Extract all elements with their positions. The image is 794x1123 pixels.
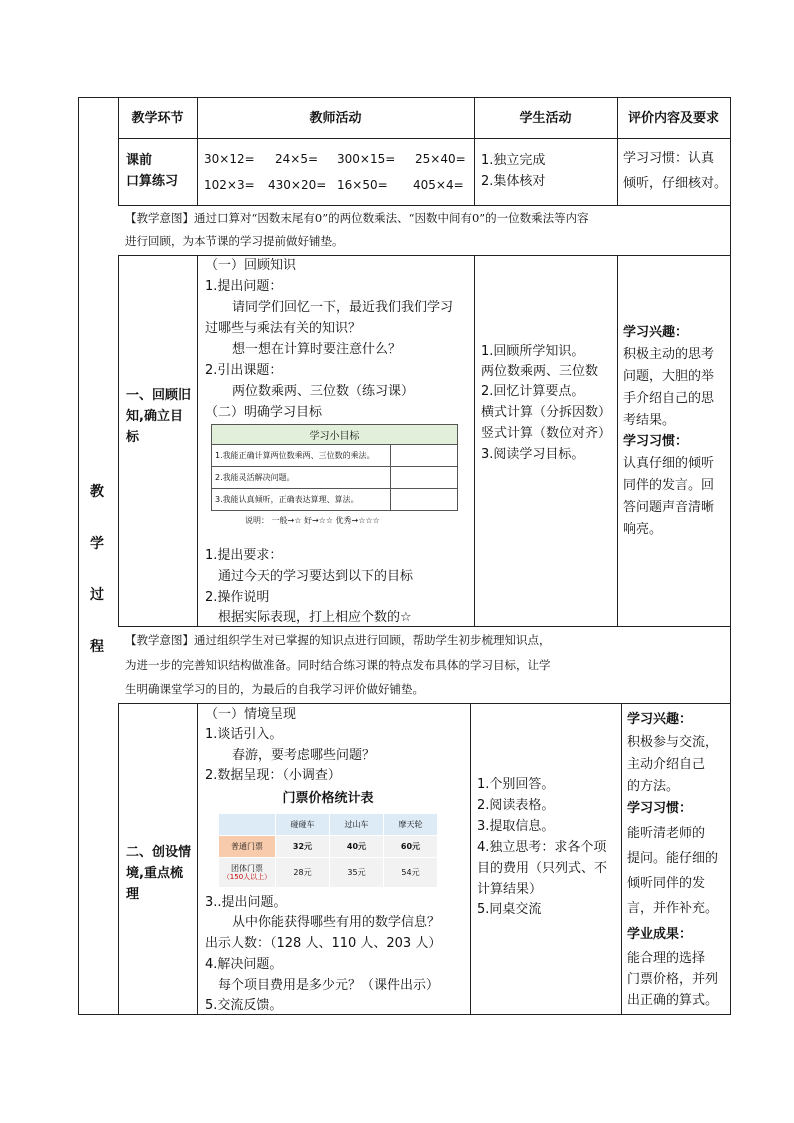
step-title: 4.解决问题。 (205, 957, 283, 972)
people-count: 出示人数：（128 人、110 人、203 人） (205, 936, 442, 951)
student-step: 2.回忆计算要点。 (481, 384, 585, 399)
price-row-label-main: 团体门票 (231, 863, 263, 873)
teaching-intent-2-line2: 为进一步的完善知识结构做准备。同时结合练习课的特点发布具体的学习目标，让学 (125, 658, 551, 672)
row3-stage-line1: 二、创设情 (126, 845, 192, 860)
step-text: 过哪些与乘法有关的知识？ (205, 321, 362, 336)
eval-text: 积极参与交流， (627, 735, 719, 750)
calc-item: 405×4= (413, 178, 464, 192)
student-step: 横式计算（分拆因数） (481, 405, 612, 420)
goals-title: 学习小目标 (212, 425, 458, 445)
row3-stage-line2: 境,重点梳 (126, 866, 183, 881)
eval-text: 同伴的发言。回 (623, 478, 715, 493)
lesson-topic: 两位数乘两、三位数（练习课） (232, 384, 415, 399)
calc-item: 430×20= (268, 178, 327, 192)
price-cell: 40元 (330, 836, 384, 858)
goal-item: 1.我能正确计算两位数乘两、三位数的乘法。 (212, 445, 391, 467)
eval-text: 门票价格，并列 (627, 972, 719, 987)
calc-item: 300×15= (337, 152, 396, 166)
student-step: 3.阅读学习目标。 (481, 447, 585, 462)
eval-heading: 学习习惯： (623, 434, 689, 449)
row1-student-1: 1.独立完成 (481, 153, 546, 168)
price-table-title: 门票价格统计表 (282, 791, 374, 806)
step-title: 5.交流反馈。 (205, 998, 283, 1013)
side-label-char-4: 程 (90, 639, 104, 655)
eval-text: 响亮。 (623, 522, 663, 537)
row1-eval-2: 倾听，仔细核对。 (623, 176, 728, 191)
price-col-header: 过山车 (330, 814, 384, 836)
student-step: 计算结果） (477, 882, 543, 897)
student-step: 5.同桌交流 (477, 902, 542, 917)
price-cell: 60元 (384, 836, 438, 858)
row1-student-2: 2.集体核对 (481, 174, 546, 189)
header-teacher: 教师活动 (309, 111, 362, 126)
teaching-intent-1-line2: 进行回顾，为本节课的学习提前做好铺垫。 (125, 234, 344, 248)
step-title: 1.提出要求： (205, 548, 283, 563)
row3-stage-line3: 理 (126, 887, 140, 902)
row1-stage-line1: 课前 (126, 153, 153, 168)
eval-text: 积极主动的思考 (623, 347, 715, 362)
eval-heading: 学业成果： (627, 927, 693, 942)
step-text: 从中你能获得哪些有用的数学信息？ (232, 915, 441, 930)
student-step: 竖式计算（数位对齐） (481, 426, 612, 441)
eval-text: 手介绍自己的思 (623, 391, 715, 406)
header-eval: 评价内容及要求 (627, 111, 719, 126)
step-text: 请同学们回忆一下，最近我们我们学习 (232, 300, 454, 315)
eval-text: 提问。能仔细的 (627, 851, 719, 866)
eval-text: 认真仔细的倾听 (623, 456, 715, 471)
student-step: 3.提取信息。 (477, 819, 555, 834)
eval-text: 问题，大胆的举 (623, 369, 715, 384)
student-step: 目的费用（只列式、不 (477, 861, 608, 876)
side-label-char-2: 学 (90, 536, 104, 552)
student-step: 1.个别回答。 (477, 777, 555, 792)
student-step: 1.回顾所学知识。 (481, 344, 585, 359)
eval-heading: 学习兴趣： (623, 325, 689, 340)
calc-item: 16×50= (337, 178, 388, 192)
step-text: 想一想在计算时要注意什么？ (232, 342, 402, 357)
section-heading: （一）情境呈现 (205, 707, 297, 722)
eval-text: 的方法。 (627, 779, 680, 794)
section-heading: （一）回顾知识 (205, 258, 297, 273)
student-step: 2.阅读表格。 (477, 798, 555, 813)
teaching-intent-2-line3: 生明确课堂学习的目的，为最后的自我学习评价做好铺垫。 (125, 682, 424, 696)
row2-stage-line3: 标 (126, 430, 140, 445)
header-student: 学生活动 (519, 111, 572, 126)
eval-heading: 学习习惯： (627, 801, 693, 816)
eval-text: 考结果。 (623, 413, 676, 428)
row1-eval-1: 学习习惯：认真 (623, 151, 715, 166)
eval-text: 言，并作补充。 (627, 901, 719, 916)
side-label-char-3: 过 (90, 587, 104, 603)
eval-text: 能听清老师的 (627, 826, 706, 841)
eval-text: 答问题声音清晰 (623, 500, 715, 515)
calc-item: 25×40= (415, 152, 466, 166)
row2-stage-line1: 一、回顾旧 (126, 388, 192, 403)
side-label-char-1: 教 (90, 484, 104, 500)
goal-stars-cell (391, 467, 458, 489)
student-step: 两位数乘两、三位数 (481, 364, 599, 379)
calc-item: 24×5= (275, 152, 319, 166)
step-text: 根据实际表现，打上相应个数的☆ (218, 610, 412, 625)
price-cell: 28元 (276, 858, 330, 888)
price-corner-cell (219, 814, 276, 836)
section-heading: （二）明确学习目标 (205, 405, 323, 420)
goal-item: 2.我能灵活解决问题。 (212, 467, 391, 489)
price-cell: 32元 (276, 836, 330, 858)
step-title: 1.谈话引入。 (205, 727, 283, 742)
header-stage: 教学环节 (131, 111, 184, 126)
step-text: 通过今天的学习要达到以下的目标 (218, 569, 414, 584)
teaching-intent-2-line1: 【教学意图】通过组织学生对已掌握的知识点进行回顾，帮助学生初步梳理知识点， (125, 633, 551, 647)
calc-item: 30×12= (204, 152, 255, 166)
goal-item: 3.我能认真倾听，正确表达算理、算法。 (212, 489, 391, 511)
step-title: 3..提出问题。 (205, 895, 287, 910)
learning-goals-table (211, 424, 458, 511)
step-title: 2.引出课题： (205, 363, 283, 378)
step-text: 春游，要考虑哪些问题？ (232, 748, 376, 763)
step-title: 1.提出问题： (205, 279, 283, 294)
step-title: 2.数据呈现：（小调查） (205, 768, 341, 783)
row1-stage-line2: 口算练习 (126, 174, 179, 189)
goal-stars-cell (391, 445, 458, 467)
goal-stars-cell (391, 489, 458, 511)
step-text: 每个项目费用是多少元？（课件出示） (218, 978, 440, 993)
eval-heading: 学习兴趣： (627, 712, 693, 727)
row2-stage-line2: 知,确立目 (126, 409, 183, 424)
price-row-label-sub: （150人以上） (222, 872, 272, 881)
student-step: 4.独立思考：求各个项 (477, 840, 607, 855)
teaching-intent-1-line1: 【教学意图】通过口算对“因数末尾有0”的两位数乘法、“因数中间有0”的一位数乘法等内容 (125, 211, 589, 225)
price-col-header: 碰碰车 (276, 814, 330, 836)
eval-text: 出正确的算式。 (627, 993, 719, 1008)
eval-text: 能合理的选择 (627, 951, 706, 966)
price-col-header: 摩天轮 (384, 814, 438, 836)
calc-item: 102×3= (204, 178, 255, 192)
goals-note: 说明： 一般→☆ 好→☆☆ 优秀→☆☆☆ (245, 516, 380, 525)
price-row-label (219, 858, 276, 888)
price-cell: 54元 (384, 858, 438, 888)
price-cell: 35元 (330, 858, 384, 888)
step-title: 2.操作说明 (205, 590, 270, 605)
price-row-label: 普通门票 (219, 836, 276, 858)
ticket-price-table (218, 813, 438, 888)
eval-text: 主动介绍自己 (627, 757, 706, 772)
eval-text: 倾听同伴的发 (627, 876, 706, 891)
